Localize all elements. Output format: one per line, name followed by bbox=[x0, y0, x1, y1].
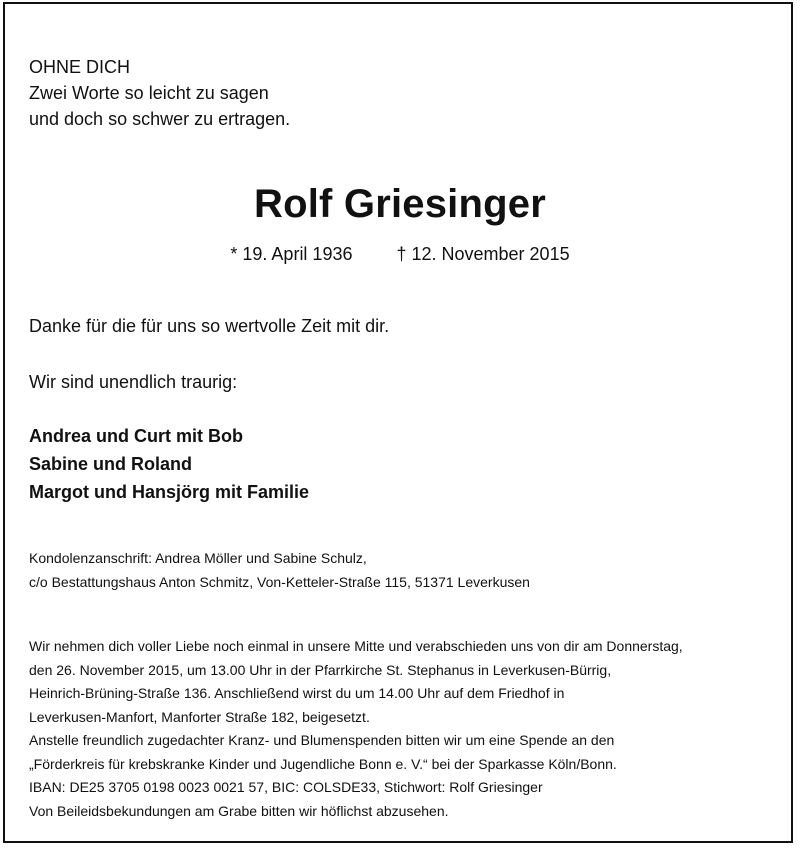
poem bbox=[29, 54, 290, 132]
mourner-name: Sabine und Roland bbox=[29, 454, 193, 474]
mourning-line: Wir sind unendlich traurig: bbox=[29, 372, 238, 392]
notice-line: Heinrich-Brüning-Straße 136. Anschließend wirst du um 14.00 Uhr auf dem Friedhof in bbox=[29, 685, 565, 701]
mourners-list bbox=[29, 422, 309, 506]
notice-line: Anstelle freundlich zugedachter Kranz- und Blumenspenden bitten wir um eine Spende an den bbox=[29, 732, 615, 748]
condolence-line: Kondolenzanschrift: Andrea Möller und Sabine Schulz, bbox=[29, 550, 367, 566]
mourner-name: Andrea und Curt mit Bob bbox=[29, 426, 243, 446]
notice-line: Leverkusen-Manfort, Manforter Straße 182, beigesetzt. bbox=[29, 708, 370, 725]
life-dates bbox=[0, 242, 800, 266]
funeral-notice bbox=[29, 635, 683, 823]
notice-line: „Förderkreis für krebskranke Kinder und Jugendliche Bonn e. V.“ bei der Sparkasse Köln/Bonn. bbox=[29, 755, 617, 772]
poem-line: OHNE DICH bbox=[29, 57, 131, 77]
notice-line: IBAN: DE25 3705 0198 0023 0021 57, BIC: COLSDE33, Stichwort: Rolf Griesinger bbox=[29, 779, 543, 795]
notice-line: den 26. November 2015, um 13.00 Uhr in der Pfarrkirche St. Stephanus in Leverkusen-Bürrig, bbox=[29, 661, 612, 678]
notice-line: Von Beileidsbekundungen am Grabe bitten wir höflichst abzusehen. bbox=[29, 802, 449, 819]
thanks-line: Danke für die für uns so wertvolle Zeit mit dir. bbox=[29, 316, 390, 336]
mourner-name: Margot und Hansjörg mit Familie bbox=[29, 482, 310, 502]
condolence-line: c/o Bestattungshaus Anton Schmitz, Von-Ketteler-Straße 115, 51371 Leverkusen bbox=[29, 574, 530, 590]
birth-date: * 19. April 1936 bbox=[230, 244, 353, 264]
deceased-name: Rolf Griesinger bbox=[254, 182, 546, 226]
death-date: † 12. November 2015 bbox=[396, 244, 570, 264]
poem-line: und doch so schwer zu ertragen. bbox=[29, 109, 291, 129]
notice-line: Wir nehmen dich voller Liebe noch einmal in unsere Mitte und verabschieden uns von dir am Donnerstag, bbox=[29, 638, 683, 654]
condolence-address bbox=[29, 546, 530, 594]
poem-line: Zwei Worte so leicht zu sagen bbox=[29, 83, 269, 103]
